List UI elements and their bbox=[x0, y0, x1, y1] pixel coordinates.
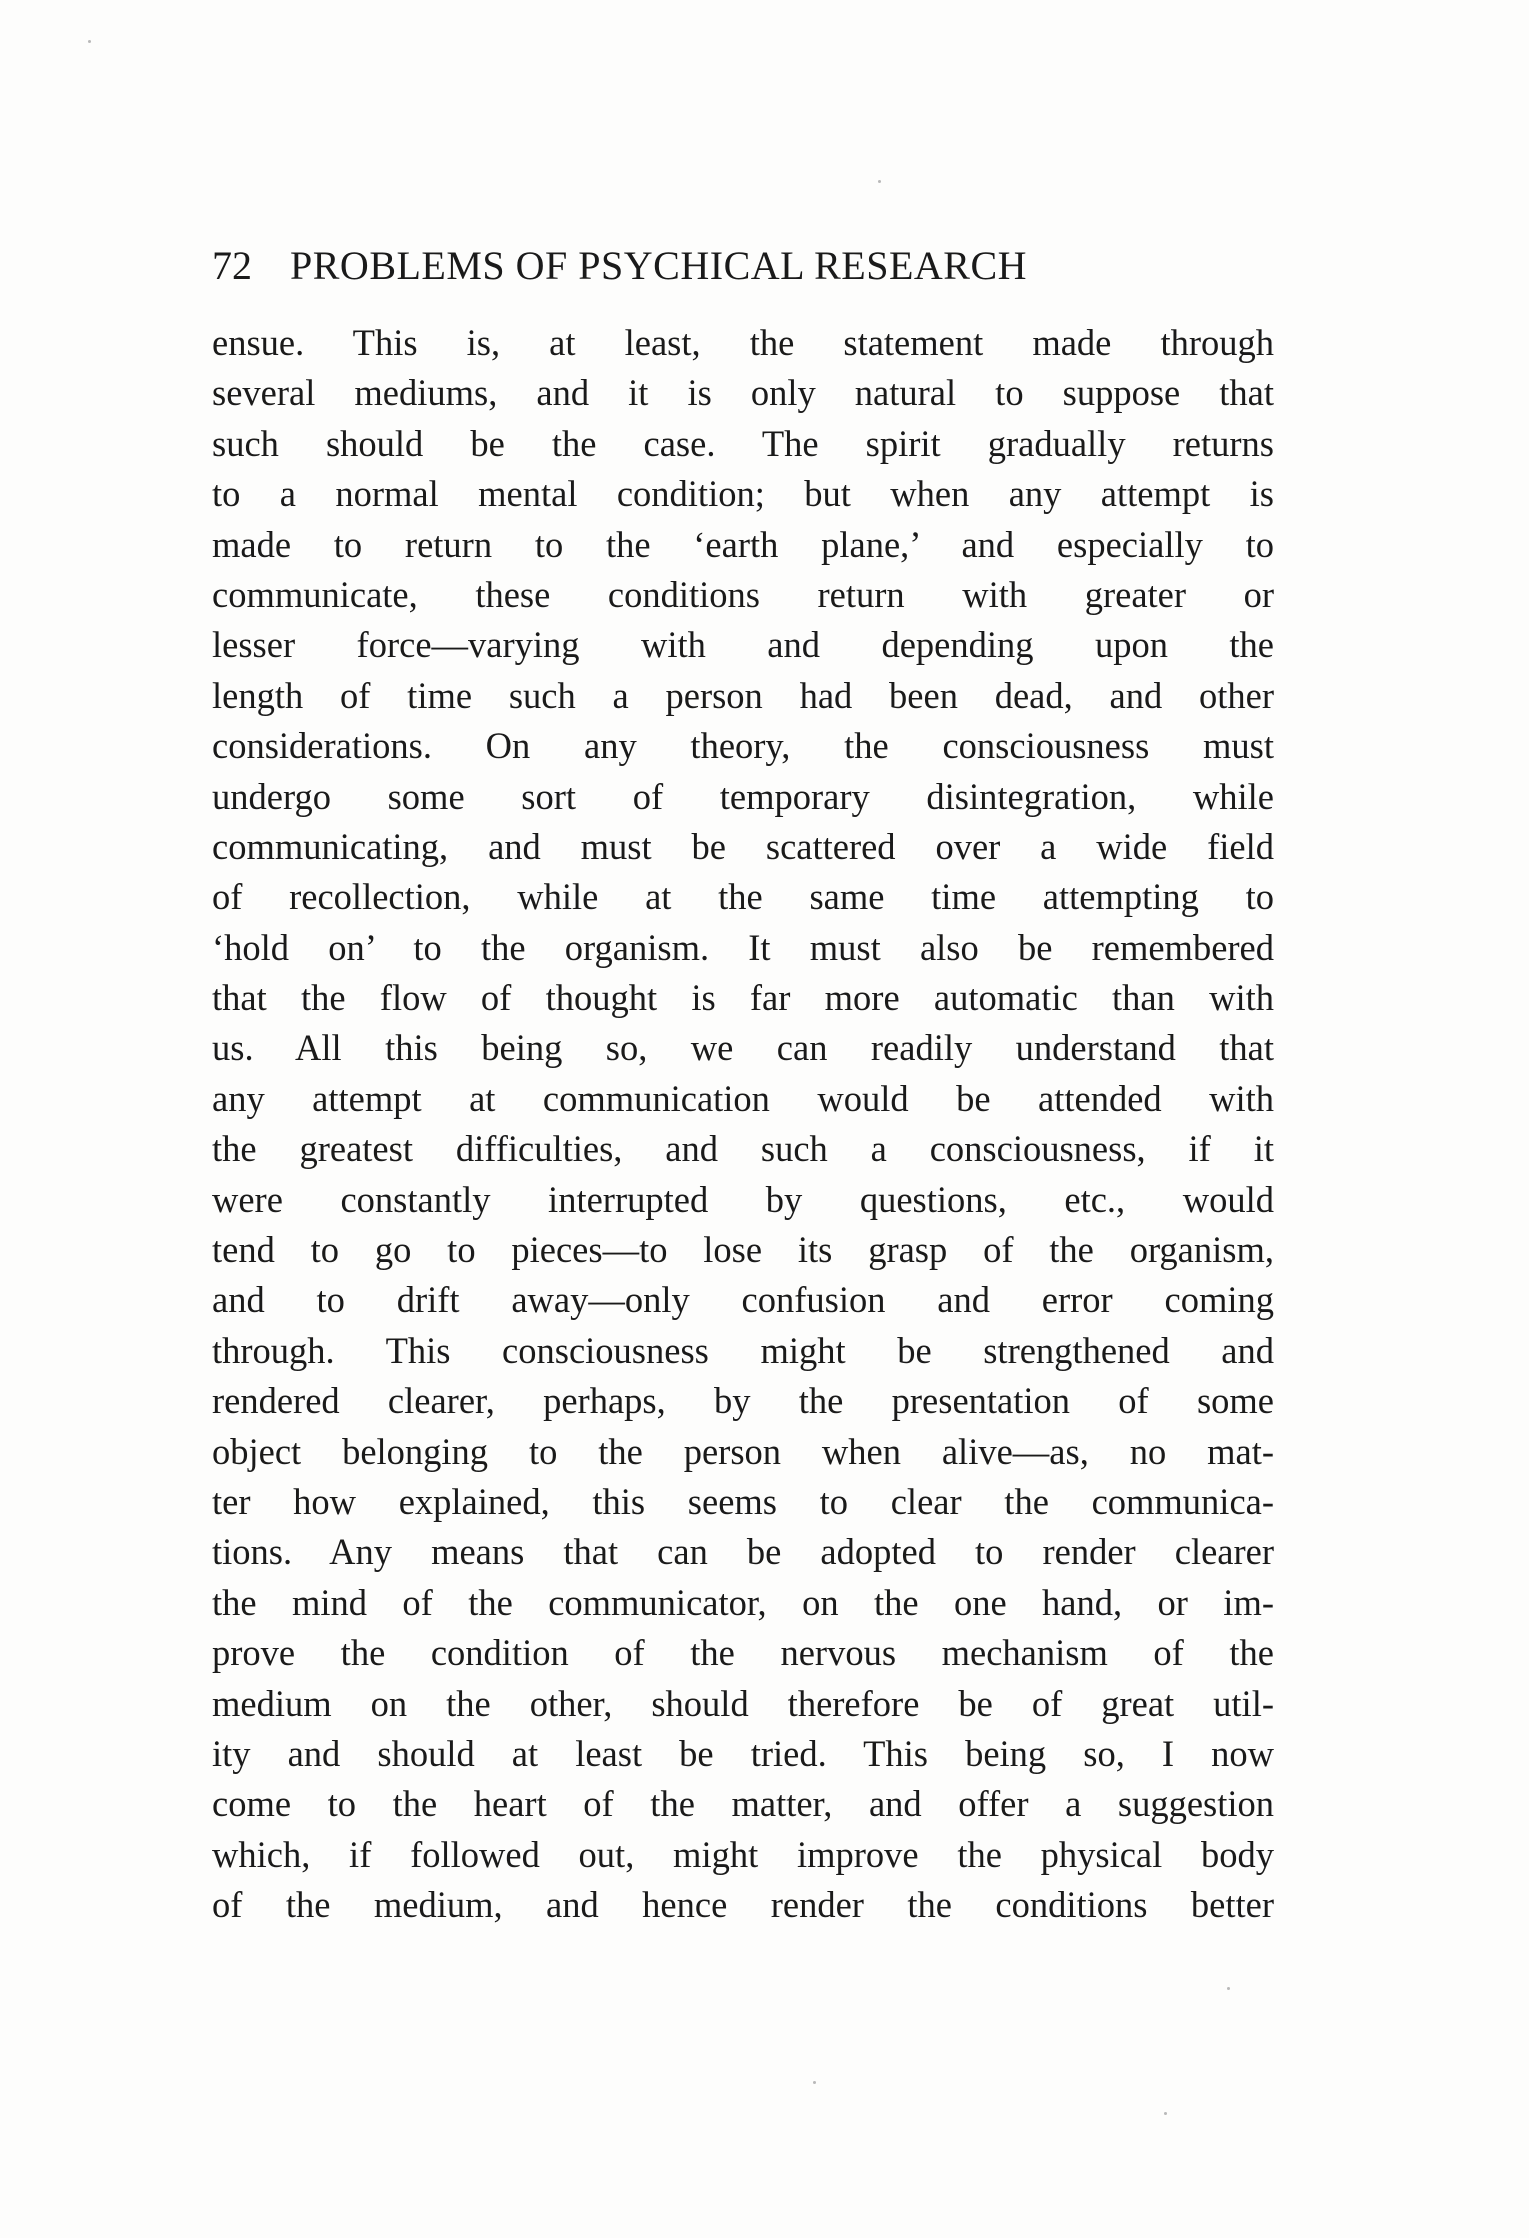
text-line: lesser force—varying with and depending upon the bbox=[212, 624, 1274, 666]
text-line: us. All this being so, we can readily understand that bbox=[212, 1027, 1274, 1069]
text-line: considerations. On any theory, the consciousness must bbox=[212, 725, 1274, 767]
text-line: come to the heart of the matter, and offer a suggestion bbox=[212, 1783, 1274, 1825]
body-text bbox=[212, 318, 1274, 1931]
text-line: object belonging to the person when alive—as, no mat- bbox=[212, 1430, 1274, 1472]
page-number: 72 bbox=[212, 243, 252, 288]
text-line: the greatest difficulties, and such a consciousness, if it bbox=[212, 1128, 1274, 1170]
scan-speck bbox=[1227, 1987, 1230, 1990]
text-line: and to drift away—only confusion and error coming bbox=[212, 1279, 1274, 1321]
text-line: of the medium, and hence render the conditions better bbox=[212, 1884, 1274, 1926]
scan-speck bbox=[878, 180, 881, 183]
text-line: ter how explained, this seems to clear the communica- bbox=[212, 1480, 1274, 1522]
running-head-title: PROBLEMS OF PSYCHICAL RESEARCH bbox=[290, 243, 1028, 288]
text-line: ‘hold on’ to the organism. It must also be remembered bbox=[212, 926, 1274, 968]
text-line: communicate, these conditions return with greater or bbox=[212, 573, 1274, 615]
text-line: prove the condition of the nervous mechanism of the bbox=[212, 1632, 1274, 1674]
text-line: tions. Any means that can be adopted to render clearer bbox=[212, 1531, 1274, 1573]
running-head bbox=[212, 236, 1272, 296]
text-line: made to return to the ‘earth plane,’ and especially to bbox=[212, 523, 1274, 565]
text-line: the mind of the communicator, on the one hand, or im- bbox=[212, 1581, 1274, 1623]
text-line: length of time such a person had been dead, and other bbox=[212, 674, 1274, 716]
text-line: such should be the case. The spirit gradually returns bbox=[212, 422, 1274, 464]
text-line: which, if followed out, might improve the physical body bbox=[212, 1833, 1274, 1875]
scan-speck bbox=[813, 2081, 816, 2084]
text-line: were constantly interrupted by questions, etc., would bbox=[212, 1178, 1274, 1220]
text-line: to a normal mental condition; but when any attempt is bbox=[212, 473, 1274, 515]
text-line: ensue. This is, at least, the statement made through bbox=[212, 322, 1274, 363]
scan-speck bbox=[1164, 2112, 1167, 2115]
text-line: tend to go to pieces—to lose its grasp of the organism, bbox=[212, 1229, 1274, 1271]
text-line: medium on the other, should therefore be of great util- bbox=[212, 1682, 1274, 1724]
text-line: of recollection, while at the same time attempting to bbox=[212, 876, 1274, 918]
text-line: communicating, and must be scattered over a wide field bbox=[212, 825, 1274, 867]
text-line: several mediums, and it is only natural to suppose that bbox=[212, 372, 1274, 414]
text-line: that the flow of thought is far more automatic than with bbox=[212, 977, 1274, 1019]
scan-speck bbox=[88, 40, 91, 43]
text-line: ity and should at least be tried. This being so, I now bbox=[212, 1732, 1274, 1774]
text-line: any attempt at communication would be attended with bbox=[212, 1077, 1274, 1119]
text-line: undergo some sort of temporary disintegration, while bbox=[212, 775, 1274, 817]
text-line: through. This consciousness might be strengthened and bbox=[212, 1329, 1274, 1371]
text-line: rendered clearer, perhaps, by the presentation of some bbox=[212, 1380, 1274, 1422]
